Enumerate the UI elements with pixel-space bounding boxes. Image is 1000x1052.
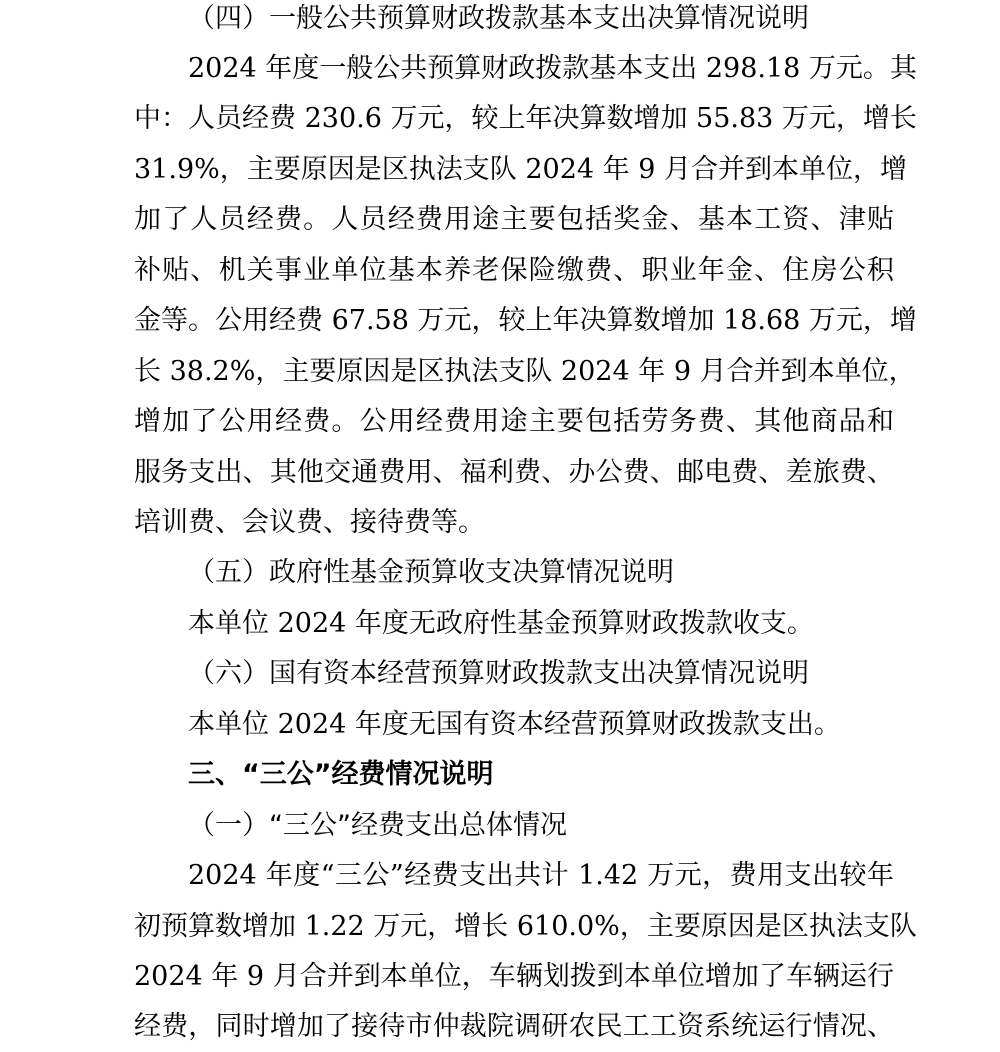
section-heading-6: （六）国有资本经营预算财政拨款支出决算情况说明 <box>188 658 809 689</box>
paragraph-line: 中：人员经费 230.6 万元，较上年决算数增加 55.83 万元，增长 <box>134 103 917 134</box>
paragraph-line: 长 38.2%，主要原因是区执法支队 2024 年 9 月合并到本单位， <box>134 356 916 387</box>
section-heading-4: （四）一般公共预算财政拨款基本支出决算情况说明 <box>188 3 809 34</box>
paragraph-line: 2024 年 9 月合并到本单位，车辆划拨到本单位增加了车辆运行 <box>134 961 894 992</box>
paragraph-line: 服务支出、其他交通费用、福利费、办公费、邮电费、差旅费、 <box>134 457 894 488</box>
section-heading-1: （一）“三公”经费支出总体情况 <box>188 810 567 841</box>
paragraph-line: 补贴、机关事业单位基本养老保险缴费、职业年金、住房公积 <box>134 255 894 286</box>
chapter-heading-three: 三、“三公”经费情况说明 <box>188 759 494 790</box>
paragraph-line: 本单位 2024 年度无政府性基金预算财政拨款收支。 <box>188 608 814 639</box>
paragraph-line: 31.9%，主要原因是区执法支队 2024 年 9 月合并到本单位，增 <box>134 154 907 185</box>
paragraph-line: 加了人员经费。人员经费用途主要包括奖金、基本工资、津贴 <box>134 204 894 235</box>
paragraph-line: 金等。公用经费 67.58 万元，较上年决算数增加 18.68 万元，增 <box>134 305 917 336</box>
paragraph-line: 培训费、会议费、接待费等。 <box>134 507 485 538</box>
paragraph-line: 增加了公用经费。公用经费用途主要包括劳务费、其他商品和 <box>134 406 894 437</box>
paragraph-line: 初预算数增加 1.22 万元，增长 610.0%，主要原因是区执法支队 <box>134 911 917 942</box>
paragraph-line: 经费，同时增加了接待市仲裁院调研农民工工资系统运行情况、 <box>134 1011 894 1042</box>
section-heading-5: （五）政府性基金预算收支决算情况说明 <box>188 557 674 588</box>
paragraph-line: 2024 年度“三公”经费支出共计 1.42 万元，费用支出较年 <box>188 860 894 891</box>
paragraph-line: 2024 年度一般公共预算财政拨款基本支出 298.18 万元。其 <box>188 53 917 84</box>
paragraph-line: 本单位 2024 年度无国有资本经营预算财政拨款支出。 <box>188 709 841 740</box>
